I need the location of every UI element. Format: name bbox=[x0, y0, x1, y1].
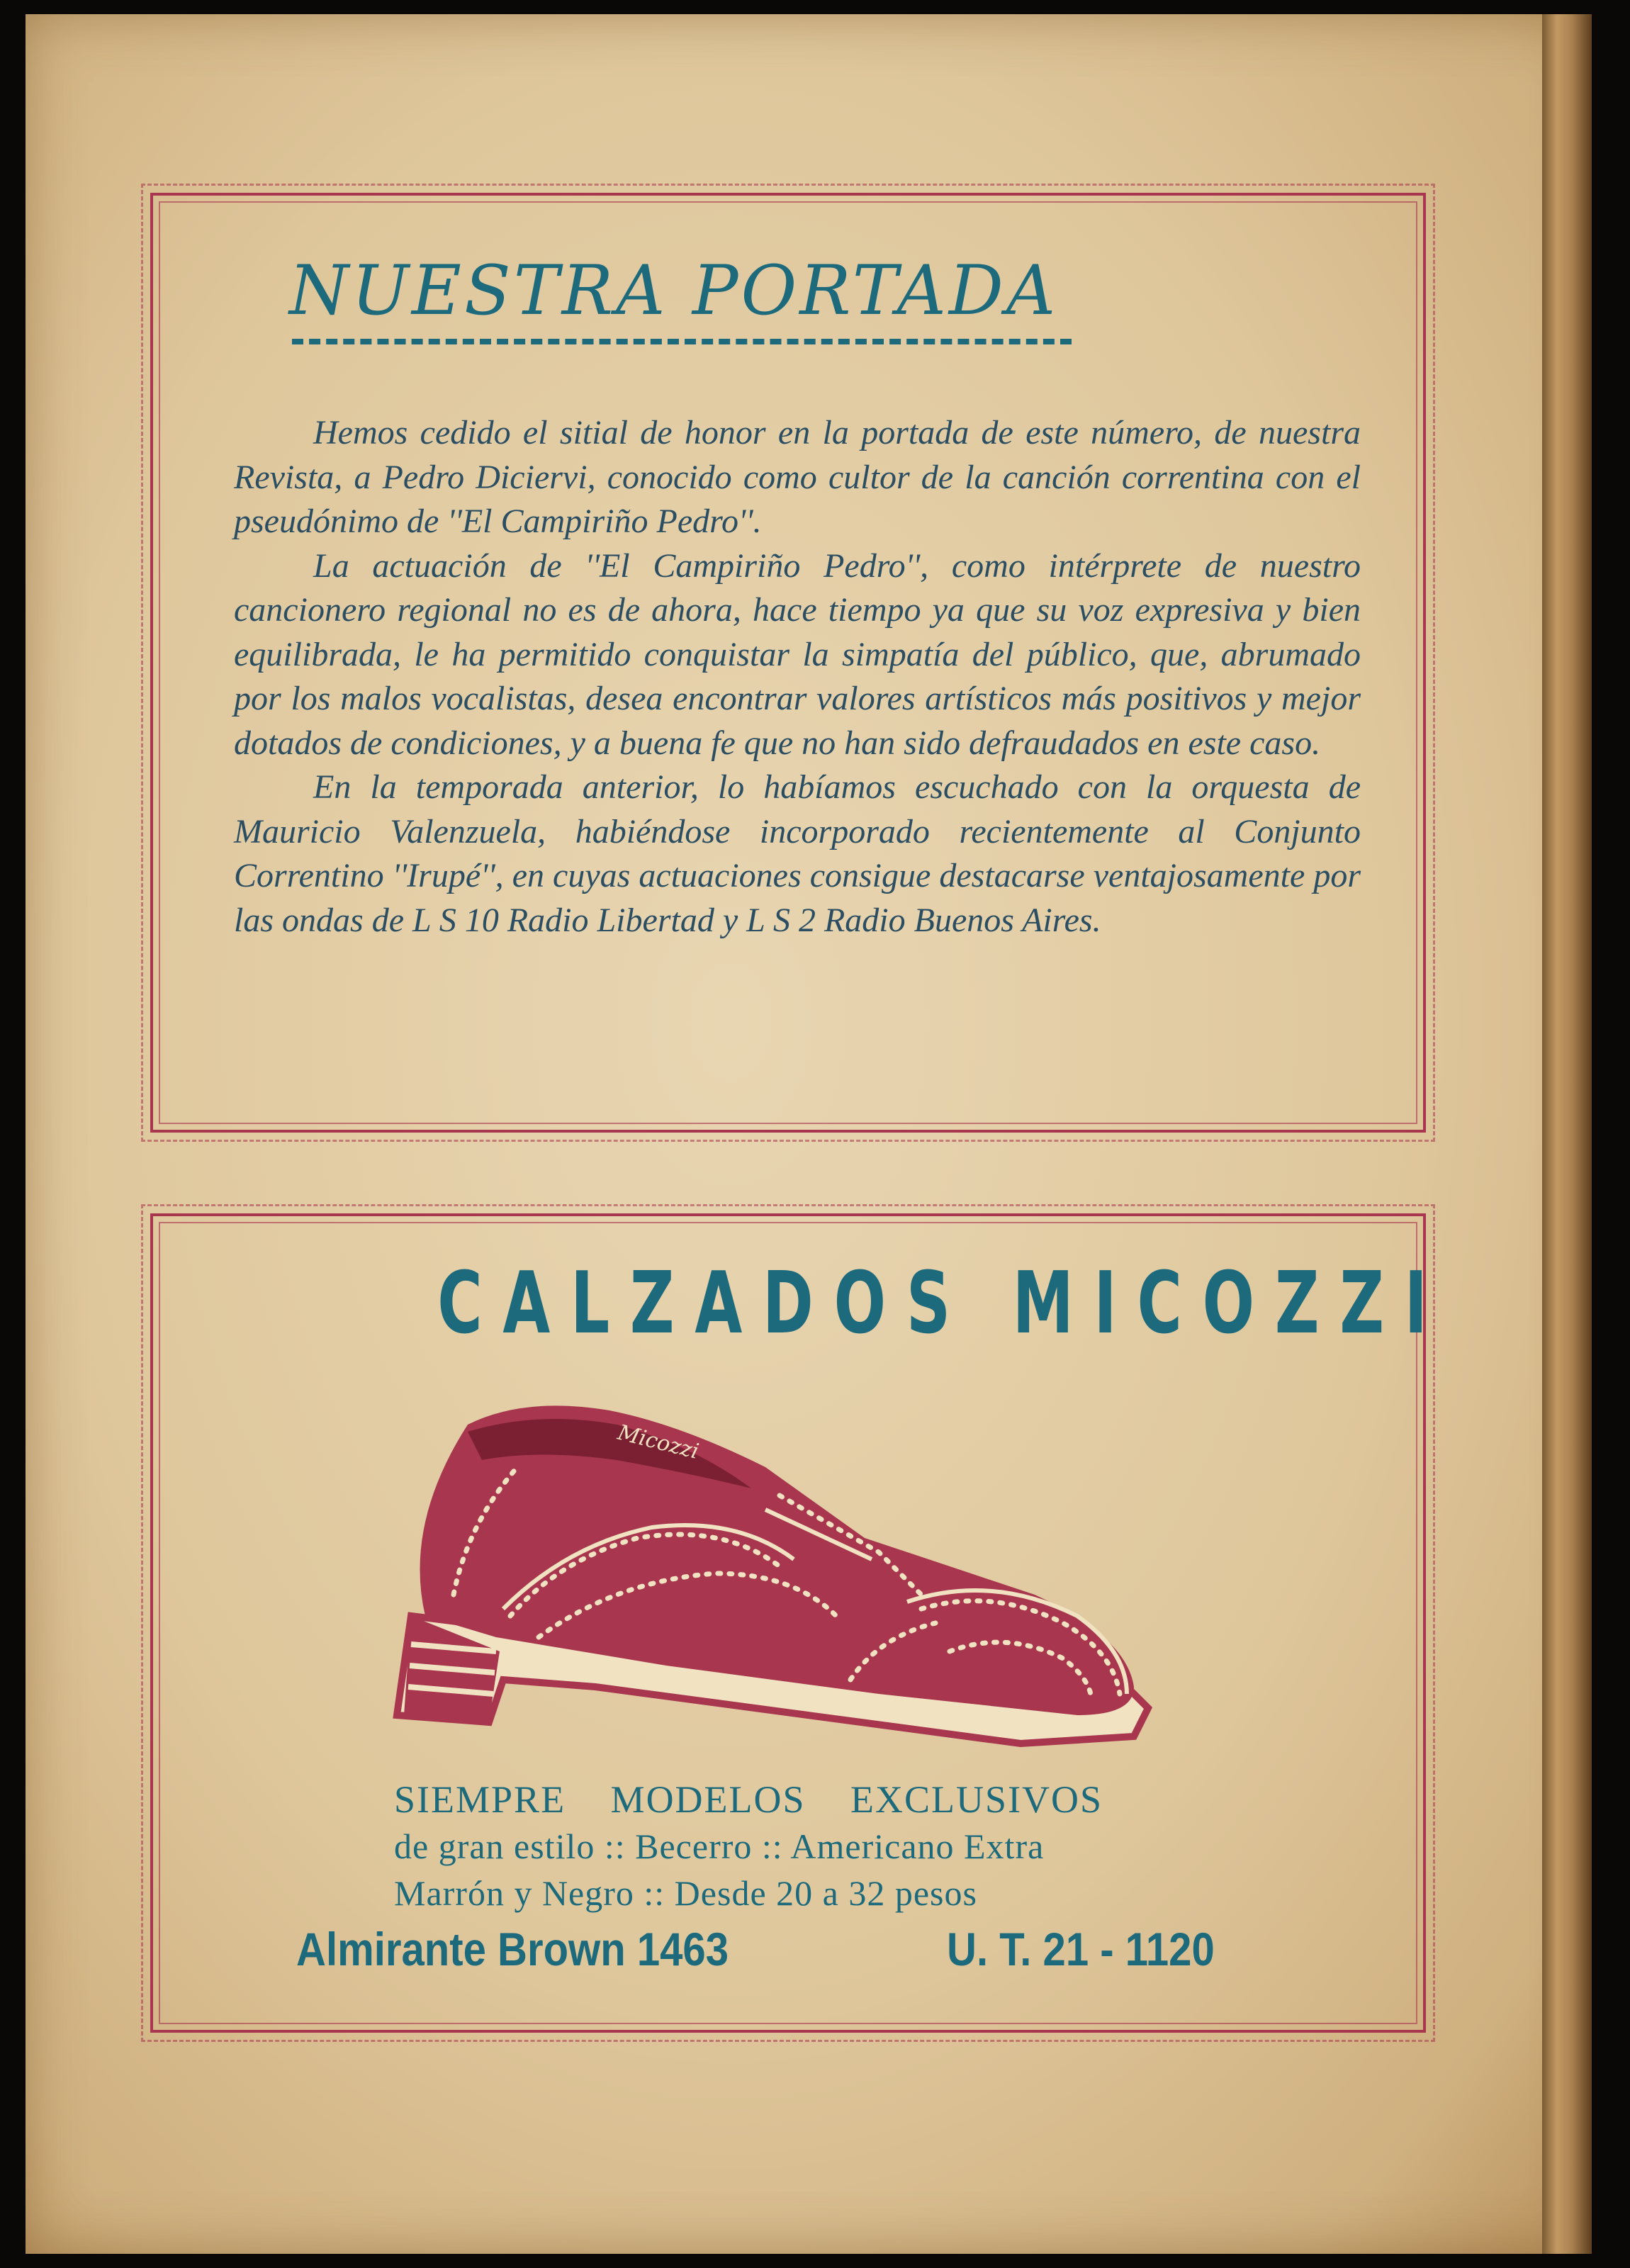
article-body bbox=[234, 411, 1361, 943]
ad-brand-name: CALZADOS MICOZZI bbox=[437, 1254, 1448, 1353]
article-paragraph: En la temporada anterior, lo habíamos escuchado con la orquesta de Mauricio Valenzuela, habiéndose incorporado recientemente al Conjunto Correntino ''Irupé'', en cuyas actuaciones consigue destacarse ventajosamente por las ondas de L S 10 Radio Libertad y L S 2 Radio Buenos Aires. bbox=[234, 768, 1361, 939]
ad-price: Marrón y Negro :: Desde 20 a 32 pesos bbox=[394, 1873, 977, 1913]
article-paragraph: La actuación de ''El Campiriño Pedro'', como intérprete de nuestro cancionero regional no es de ahora, hace tiempo ya que su voz expresiva y bien equilibrada, le ha permitido conquistar la simpatía del público, que, abrumado por los malos vocalistas, desea encontrar valores artísticos más positivos y mejor dotados de condiciones, y a buena fe que no han sido defraudados en este caso. bbox=[234, 546, 1361, 762]
article-title: NUESTRA PORTADA bbox=[289, 251, 1059, 330]
ad-phone: U. T. 21 - 1120 bbox=[947, 1923, 1215, 1975]
page-spine bbox=[1542, 14, 1592, 2254]
shoe-brand-label: Micozzi bbox=[615, 1420, 702, 1464]
article-paragraph: Hemos cedido el sitial de honor en la portada de este número, de nuestra Revista, a Pedro Diciervi, conocido como cultor de la canción correntina con el pseudónimo de ''El Campiriño Pedro''. bbox=[234, 414, 1361, 540]
shoe-illustration bbox=[383, 1382, 1176, 1779]
ad-description: de gran estilo :: Becerro :: Americano Extra bbox=[394, 1826, 1045, 1866]
title-underline bbox=[292, 339, 1072, 344]
ad-tagline: SIEMPRE MODELOS EXCLUSIVOS bbox=[394, 1778, 1103, 1821]
ad-address: Almirante Brown 1463 bbox=[296, 1923, 729, 1975]
